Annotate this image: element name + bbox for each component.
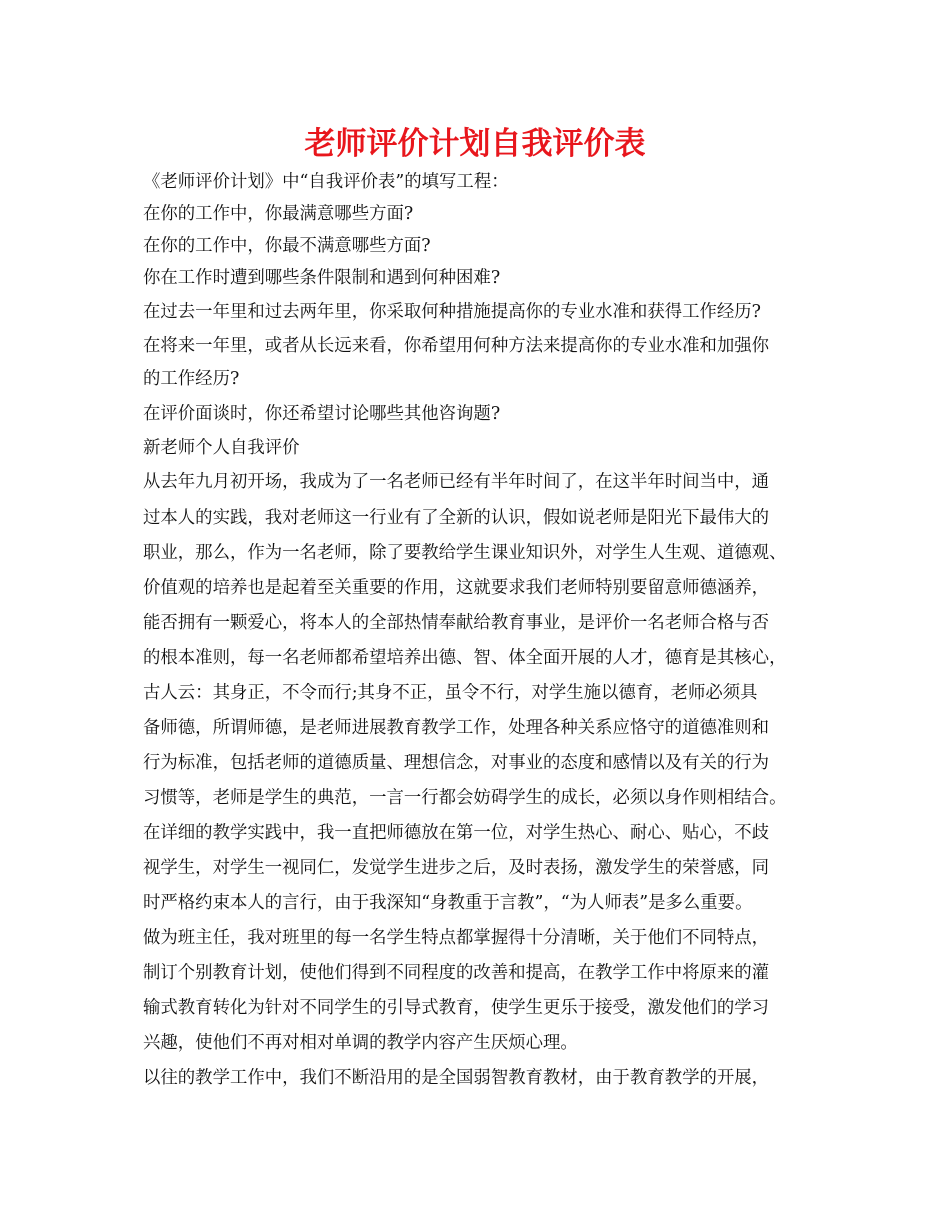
body-line: 《老师评价计划》中“自我评价表”的填写工程： <box>143 172 509 192</box>
body-line: 输式教育转化为针对不同学生的引导式教育，使学生更乐于接受，激发他们的学习 <box>143 998 770 1018</box>
body-line: 做为班主任，我对班里的每一名学生特点都掌握得十分清晰，关于他们不同特点， <box>143 928 770 948</box>
body-line: 你在工作时遭到哪些条件限制和遇到何种困难? <box>143 268 501 288</box>
body-line: 能否拥有一颗爱心，将本人的全部热情奉献给教育事业，是评价一名老师合格与否 <box>143 613 770 633</box>
body-line: 时严格约束本人的言行，由于我深知“身教重于言教”，“为人师表”是多么重要。 <box>143 893 753 913</box>
body-line: 视学生，对学生一视同仁，发觉学生进步之后，及时表扬，激发学生的荣誉感，同 <box>143 858 770 878</box>
body-line: 职业，那么，作为一名老师，除了要教给学生课业知识外，对学生人生观、道德观、 <box>143 543 787 563</box>
body-line: 的工作经历? <box>143 369 240 389</box>
body-line: 古人云：其身正，不令而行;其身不正，虽令不行，对学生施以德育，老师必须具 <box>143 683 758 703</box>
body-line: 制订个别教育计划，使他们得到不同程度的改善和提高，在教学工作中将原来的灌 <box>143 963 770 983</box>
body-line: 的根本准则，每一名老师都希望培养出德、智、体全面开展的人才，德育是其核心， <box>143 648 787 668</box>
body-line: 以往的教学工作中，我们不断沿用的是全国弱智教育教材，由于教育教学的开展， <box>143 1068 770 1088</box>
body-line: 兴趣，使他们不再对相对单调的教学内容产生厌烦心理。 <box>143 1033 578 1053</box>
body-line: 过本人的实践，我对老师这一行业有了全新的认识，假如说老师是阳光下最伟大的 <box>143 508 770 528</box>
body-line: 在将来一年里，或者从长远来看，你希望用何种方法来提高你的专业水准和加强你 <box>143 336 770 356</box>
body-line: 在你的工作中，你最满意哪些方面? <box>143 204 414 224</box>
body-line: 价值观的培养也是起着至关重要的作用，这就要求我们老师特别要留意师德涵养， <box>143 578 770 598</box>
body-line: 在你的工作中，你最不满意哪些方面? <box>143 236 431 256</box>
body-line: 习惯等，老师是学生的典范，一言一行都会妨碍学生的成长，必须以身作则相结合。 <box>143 788 787 808</box>
body-line: 从去年九月初开场，我成为了一名老师已经有半年时间了，在这半年时间当中，通 <box>143 472 770 492</box>
body-line: 行为标准，包括老师的道德质量、理想信念，对事业的态度和感情以及有关的行为 <box>143 753 770 773</box>
body-line: 在详细的教学实践中，我一直把师德放在第一位，对学生热心、耐心、贴心，不歧 <box>143 823 770 843</box>
document-title: 老师评价计划自我评价表 <box>304 126 646 162</box>
body-line: 在评价面谈时，你还希望讨论哪些其他咨询题? <box>143 404 501 424</box>
body-line: 新老师个人自我评价 <box>143 438 300 458</box>
body-line: 在过去一年里和过去两年里，你采取何种措施提高你的专业水准和获得工作经历? <box>143 302 761 322</box>
body-line: 备师德，所谓师德，是老师进展教育教学工作，处理各种关系应恪守的道德准则和 <box>143 718 770 738</box>
